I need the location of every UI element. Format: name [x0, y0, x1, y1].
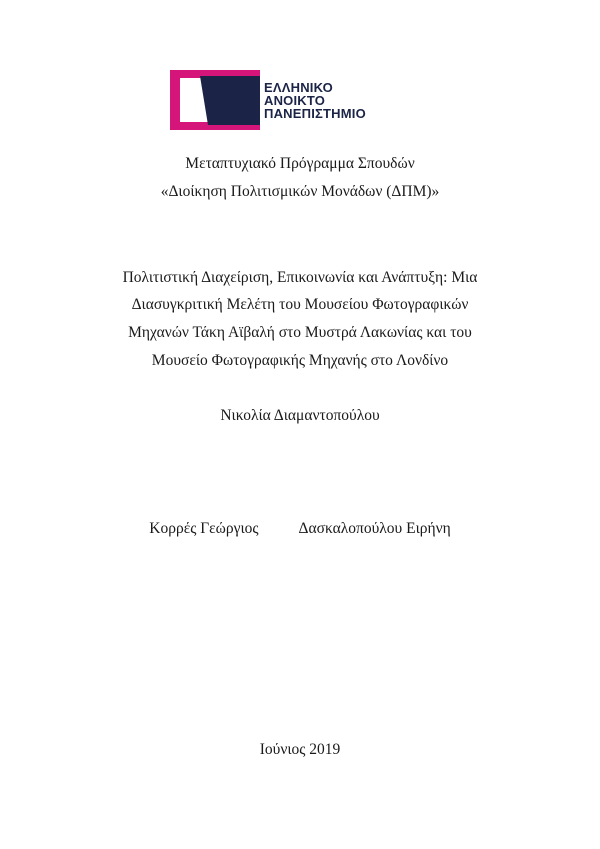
publication-date: Ιούνιος 2019: [259, 741, 341, 758]
thesis-title-line-2: Διασυγκριτική Μελέτη του Μουσείου Φωτογραφικών: [131, 296, 469, 313]
program-name: Μεταπτυχιακό Πρόγραμμα Σπουδών: [185, 155, 415, 172]
logo-text-line2: ΑΝΟΙΚΤΟ: [264, 93, 326, 108]
logo-text-line1: ΕΛΛΗΝΙΚΟ: [264, 80, 333, 95]
program-subtitle: «Διοίκηση Πολιτισμικών Μονάδων (ΔΠΜ)»: [160, 183, 440, 200]
logo-text-line3: ΠΑΝΕΠΙΣΤΗΜΙΟ: [264, 106, 366, 121]
supervisor-2: Δασκαλοπούλου Ειρήνη: [298, 520, 451, 537]
university-logo-mark: [170, 70, 260, 130]
thesis-title-line-4: Μουσείο Φωτογραφικής Μηχανής στο Λονδίνο: [151, 352, 449, 369]
university-logo-text: [264, 81, 366, 120]
author-name: Νικολία Διαμαντοπούλου: [220, 407, 380, 424]
university-logo: [170, 70, 410, 130]
supervisors: [0, 520, 600, 538]
supervisor-1: Κορρές Γεώργιος: [149, 520, 259, 537]
thesis-title-line-1: Πολιτιστική Διαχείριση, Επικοινωνία και Ανάπτυξη: Μια: [122, 269, 478, 286]
thesis-title-line-3: Μηχανών Τάκη Αϊβαλή στο Μυστρά Λακωνίας και του: [128, 324, 472, 341]
